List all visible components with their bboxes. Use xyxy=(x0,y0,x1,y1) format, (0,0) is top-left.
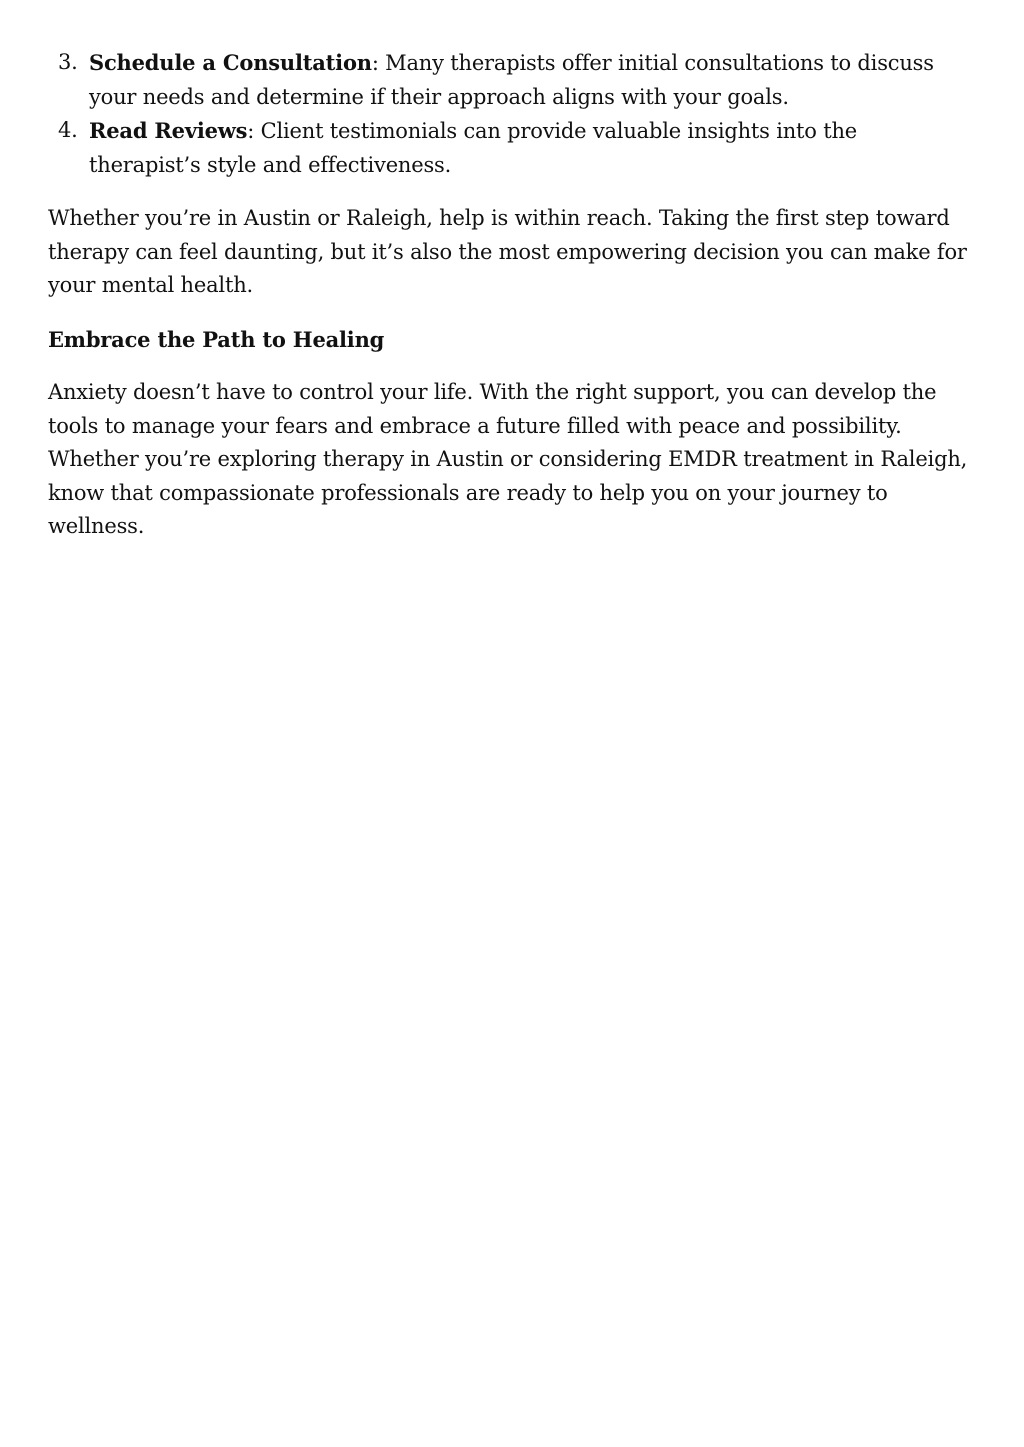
numbered-list xyxy=(48,46,968,182)
list-item xyxy=(48,46,968,114)
list-item-term: Read Reviews xyxy=(89,118,248,143)
list-item-text: : Many therapists offer initial consultations to discuss your needs and determine if their approach aligns with your goals. xyxy=(89,51,934,109)
paragraph: Anxiety doesn’t have to control your life. With the right support, you can develop the tools to manage your fears and embrace a future filled with peace and possibility. Whether you’re exploring therapy in Austin or considering EMDR treatment in Raleigh, know that compassionate professionals are ready to help you on your journey to wellness. xyxy=(48,380,968,538)
list-item-number: 3. xyxy=(58,50,78,74)
paragraph: Whether you’re in Austin or Raleigh, help is within reach. Taking the first step toward therapy can feel daunting, but it’s also the most empowering decision you can make for your mental health. xyxy=(48,206,967,297)
section-heading: Embrace the Path to Healing xyxy=(48,326,385,352)
list-item-number: 4. xyxy=(58,118,78,142)
list-item-text: : Client testimonials can provide valuable insights into the therapist’s style and effectiveness. xyxy=(89,119,858,177)
list-item xyxy=(48,114,968,182)
list-item-term: Schedule a Consultation xyxy=(89,50,372,75)
